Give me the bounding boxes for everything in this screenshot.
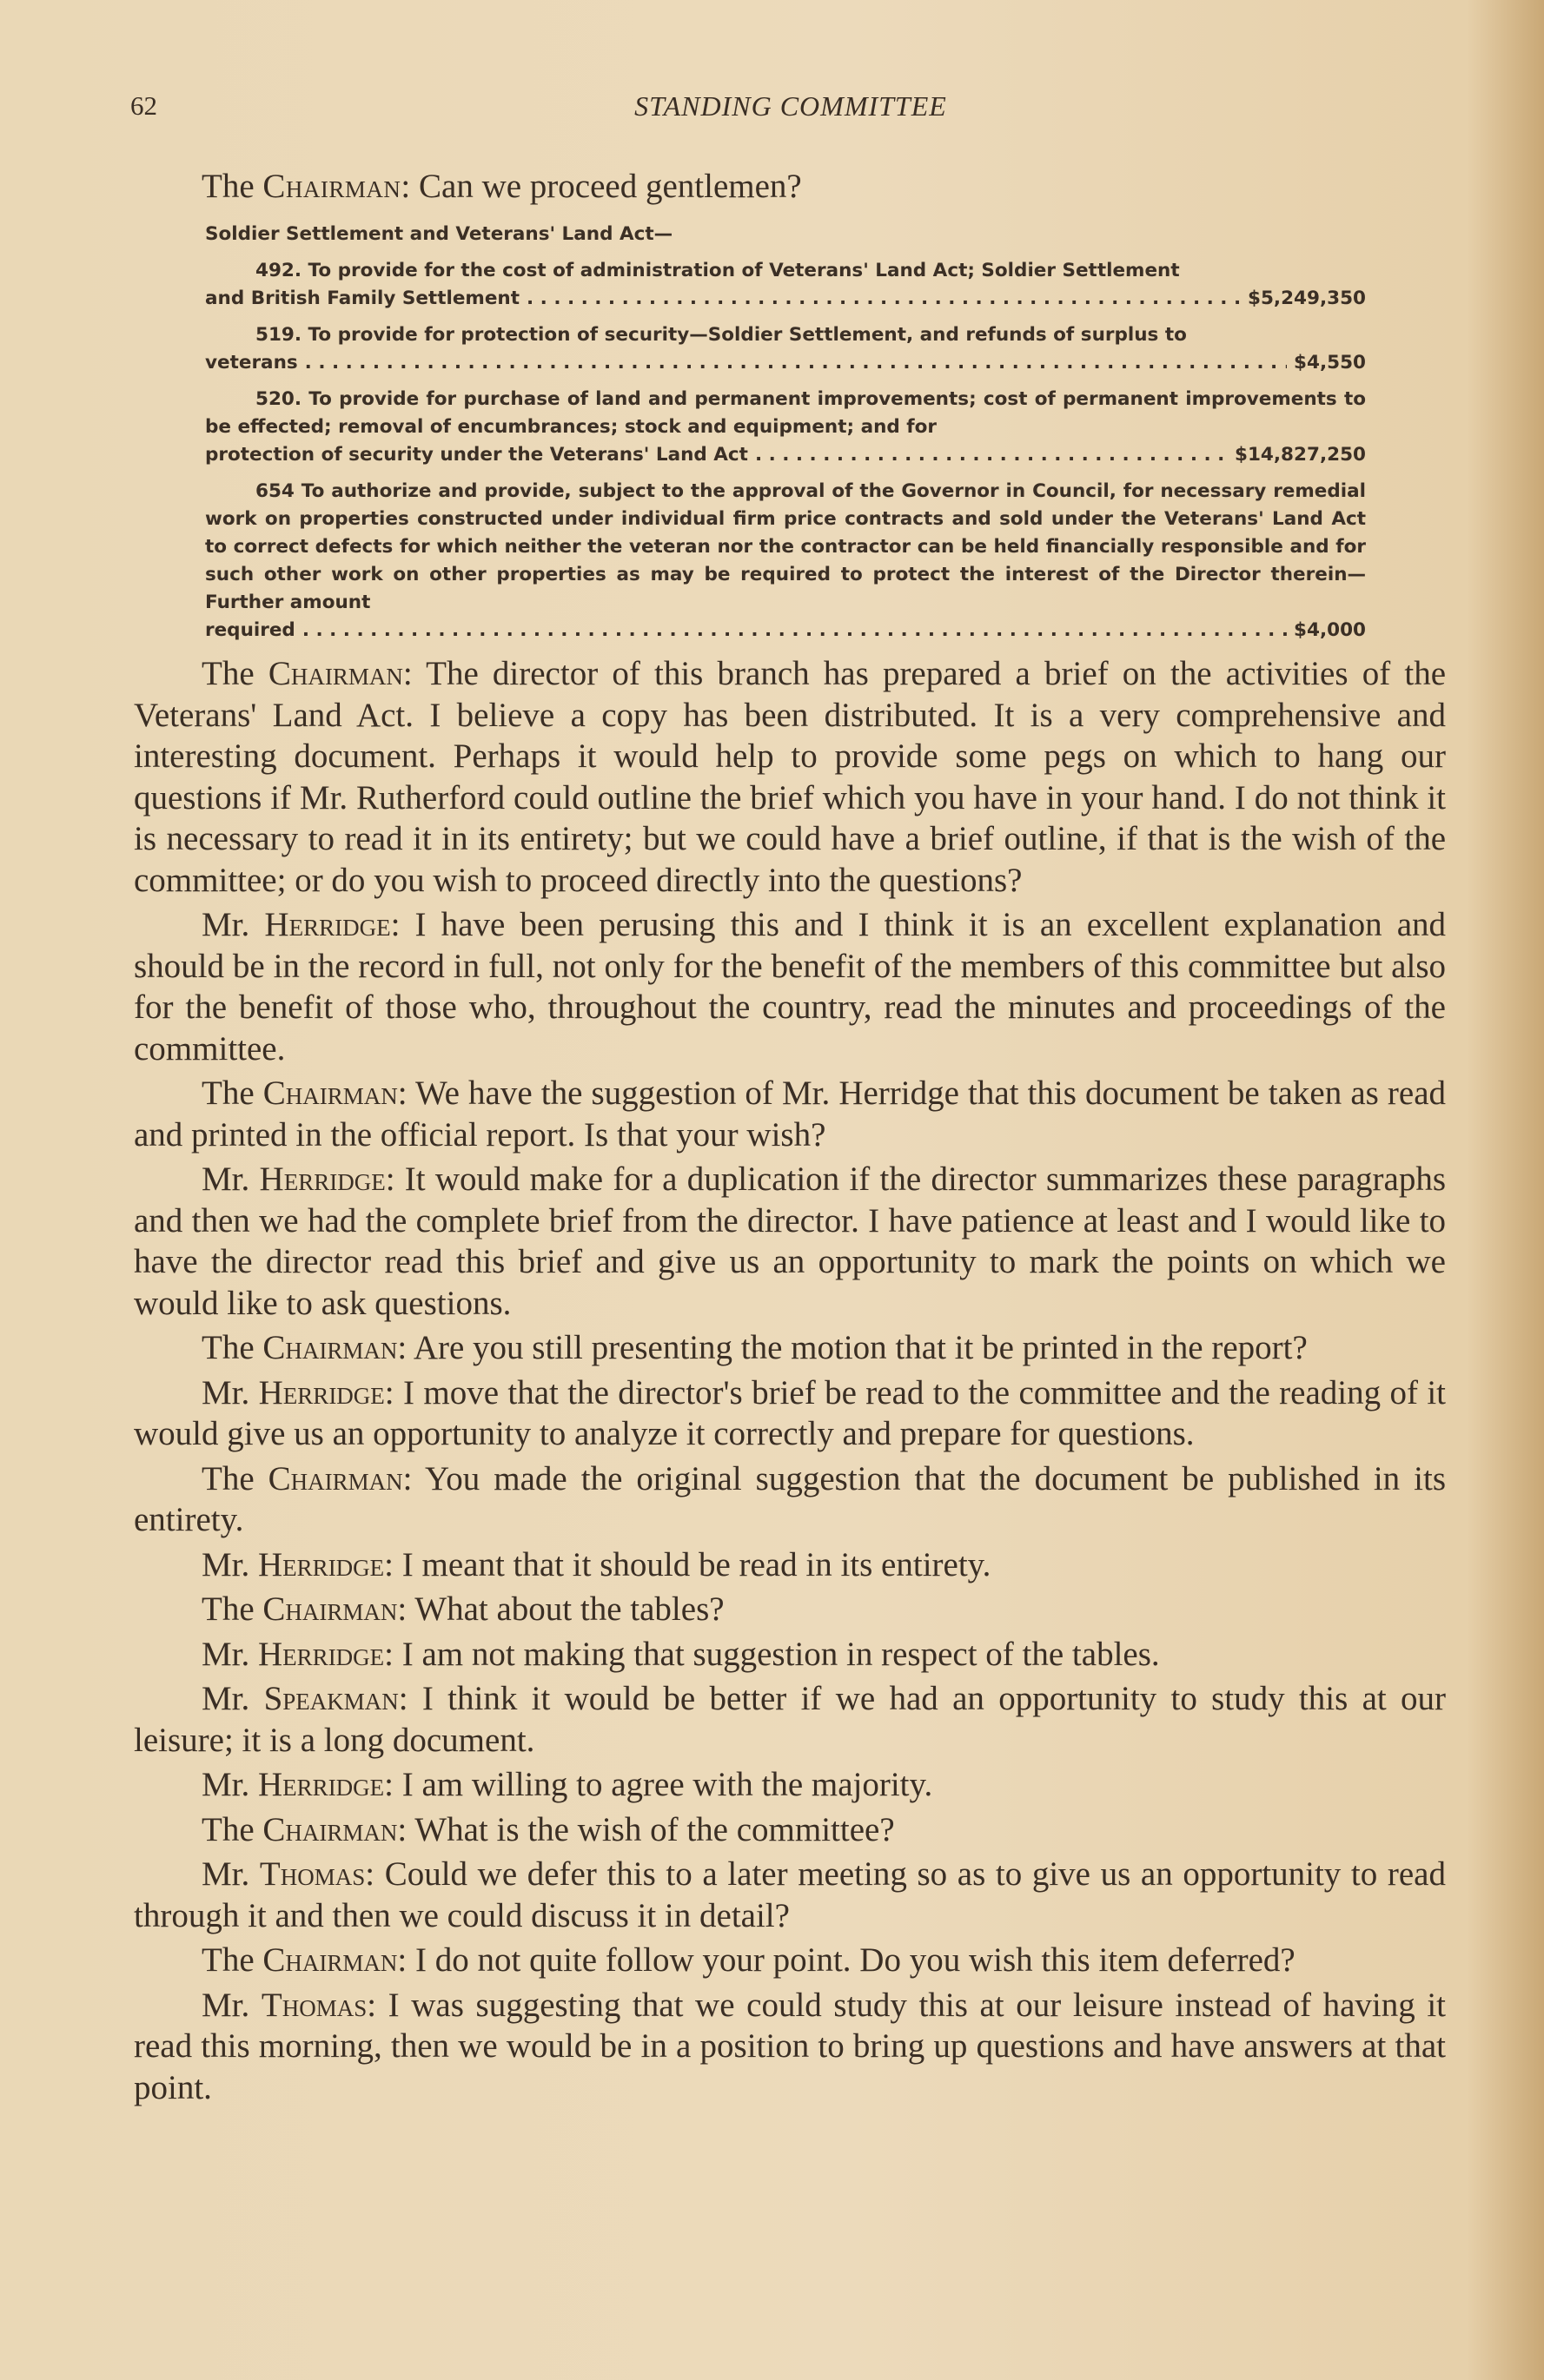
estimate-amount: $4,000 [1294, 619, 1366, 641]
speech-paragraph [134, 1458, 1446, 1541]
speech-paragraph [134, 1985, 1446, 2109]
speech-text: : Could we defer this to a later meeting so as to give us an opportunity to read through it and then we could discuss it in detail? [134, 1855, 1446, 1934]
speaker-prefix: The [202, 655, 255, 692]
speaker-name: Herridge [258, 1635, 385, 1673]
speech-paragraph [134, 904, 1446, 1069]
speaker-name: Herridge [264, 906, 391, 943]
opening-remark [202, 167, 802, 206]
speaker-name: Chairman [268, 1459, 403, 1497]
speech-paragraph [134, 1372, 1446, 1455]
speaker-prefix: Mr. [202, 906, 250, 943]
speech-paragraph [134, 1854, 1446, 1936]
speech-text: : The director of this branch has prepared a brief on the activities of the Veterans' Land Act. I believe a copy has been distributed. It is a very comprehensive and interesting document. Perhaps it would help to provide some pegs on which to hang our questions if Mr. Rutherford could outline the brief which you have in your hand. I do not think it is necessary to read it in its entirety; but we could have a brief outline, if that is the wish of the committee; or do you wish to proceed directly into the questions? [134, 655, 1447, 899]
speaker-prefix: Mr. [202, 1373, 250, 1411]
speech-text: : I meant that it should be read in its entirety. [384, 1545, 991, 1583]
speaker-name: Herridge [258, 1766, 385, 1803]
estimate-last-line: required [205, 619, 295, 641]
speech-text: : I was suggesting that we could study this at our leisure instead of having it read this morning, then we would be in a position to bring up questions and have answers at that point. [134, 1986, 1446, 2106]
speaker-prefix: The [202, 168, 255, 205]
speech-text: : What is the wish of the committee? [397, 1810, 895, 1848]
speaker-prefix: The [202, 1459, 255, 1497]
speech-text: : You made the original suggestion that the document be published in its entirety. [134, 1459, 1446, 1538]
speech-paragraph [134, 1073, 1446, 1155]
speaker-name: Chairman [262, 1810, 398, 1848]
speaker-name: Chairman [262, 1329, 398, 1366]
speech-text: : I am not making that suggestion in respect of the tables. [384, 1635, 1160, 1673]
speaker-prefix: The [202, 1590, 255, 1628]
speech-paragraph [134, 1589, 1446, 1630]
estimate-last-line: protection of security under the Veterans' Land Act [205, 444, 748, 466]
speech-text: : What about the tables? [397, 1590, 725, 1628]
estimate-item [205, 478, 1366, 645]
speaker-name: Herridge [258, 1545, 385, 1583]
committee-dialogue [134, 653, 1446, 2112]
speaker-prefix: Mr. [202, 1766, 250, 1803]
speaker-name: Herridge [258, 1373, 385, 1411]
speech-paragraph [134, 1634, 1446, 1676]
speaker-name: Speakman [263, 1680, 399, 1717]
speech-paragraph [134, 653, 1446, 901]
speech-paragraph [134, 1159, 1446, 1324]
dot-leader [302, 617, 1287, 645]
speech-paragraph [134, 1544, 1446, 1586]
speech-text: : It would make for a duplication if the director summarizes these paragraphs and then we had the complete brief from the director. I have patience at least and I would like to have the director read this brief and give us an opportunity to mark the points on which we would like to ask questions. [134, 1160, 1447, 1322]
estimate-last-line: and British Family Settlement [205, 288, 520, 309]
speaker-prefix: Mr. [202, 1160, 250, 1198]
speech-text: : I do not quite follow your point. Do you wish this item deferred? [397, 1941, 1296, 1979]
speech-text: : Are you still presenting the motion that it be printed in the report? [397, 1329, 1308, 1366]
speaker-prefix: The [202, 1074, 255, 1112]
estimate-amount: $14,827,250 [1235, 444, 1366, 466]
speech-paragraph [134, 1809, 1446, 1851]
speaker-prefix: The [202, 1329, 255, 1366]
remark-text: : Can we proceed gentlemen? [401, 168, 802, 205]
estimate-text: 492. To provide for the cost of administration of Veterans' Land Act; Soldier Settlement [255, 260, 1180, 281]
speaker-name: Chairman [268, 655, 403, 692]
estimate-text: 519. To provide for protection of security—Soldier Settlement, and refunds of surplus to [255, 324, 1187, 346]
speaker-prefix: Mr. [202, 1855, 250, 1893]
speaker-name: Chairman [262, 168, 401, 205]
speech-text: : I move that the director's brief be read to the committee and the reading of it would give us an opportunity to analyze it correctly and prepare for questions. [134, 1373, 1446, 1452]
dot-leader [305, 349, 1287, 377]
speech-text: : I have been perusing this and I think it is an excellent explanation and should be in the record in full, not only for the benefit of the members of this committee but also for the benefit of those who, throughout the country, read the minutes and proceedings of the committee. [134, 906, 1447, 1068]
estimate-item [205, 386, 1366, 469]
speaker-prefix: The [202, 1810, 255, 1848]
speaker-name: Chairman [262, 1941, 398, 1979]
page-header [130, 90, 1451, 129]
estimate-amount: $5,249,350 [1247, 288, 1366, 309]
speaker-prefix: Mr. [202, 1680, 250, 1717]
speaker-name: Thomas [261, 1986, 368, 2024]
speech-paragraph [134, 1327, 1446, 1369]
running-head: STANDING COMMITTEE [634, 90, 947, 122]
speaker-name: Herridge [259, 1160, 386, 1198]
estimates-heading: Soldier Settlement and Veterans' Land Act— [205, 223, 673, 245]
speaker-prefix: Mr. [202, 1986, 250, 2024]
speech-text: : I am willing to agree with the majority. [384, 1766, 933, 1803]
speech-text: : We have the suggestion of Mr. Herridge that this document be taken as read and printed in the official report. Is that your wish? [134, 1074, 1446, 1154]
speaker-prefix: Mr. [202, 1635, 250, 1673]
estimate-last-line: veterans [205, 352, 298, 374]
speaker-name: Chairman [262, 1074, 398, 1112]
estimate-amount: $4,550 [1294, 352, 1366, 374]
speech-paragraph [134, 1940, 1446, 1981]
speaker-prefix: The [202, 1941, 255, 1979]
speech-paragraph [134, 1678, 1446, 1761]
estimates-list [205, 221, 1366, 653]
estimate-text: 520. To provide for purchase of land and permanent improvements; cost of permanent improvements to be effected; removal of encumbrances; stock and equipment; and for [205, 388, 1366, 438]
speech-paragraph [134, 1764, 1446, 1806]
estimate-text: 654 To authorize and provide, subject to the approval of the Governor in Council, for necessary remedial work on properties constructed under individual firm price contracts and sold under the Veterans' Land Act to correct defects for which neither the veteran nor the contractor can be held financially responsible and for such other work on other properties as may be required to protect the interest of the Director therein—Further amount [205, 480, 1366, 613]
estimate-item [205, 321, 1366, 377]
estimate-item [205, 257, 1366, 313]
page-number: 62 [130, 90, 157, 121]
speech-text: : I think it would be better if we had an opportunity to study this at our leisure; it is a long document. [134, 1680, 1446, 1759]
dot-leader [755, 441, 1228, 469]
dot-leader [527, 285, 1241, 313]
speaker-name: Thomas [259, 1855, 366, 1893]
speaker-prefix: Mr. [202, 1545, 250, 1583]
speaker-name: Chairman [262, 1590, 398, 1628]
